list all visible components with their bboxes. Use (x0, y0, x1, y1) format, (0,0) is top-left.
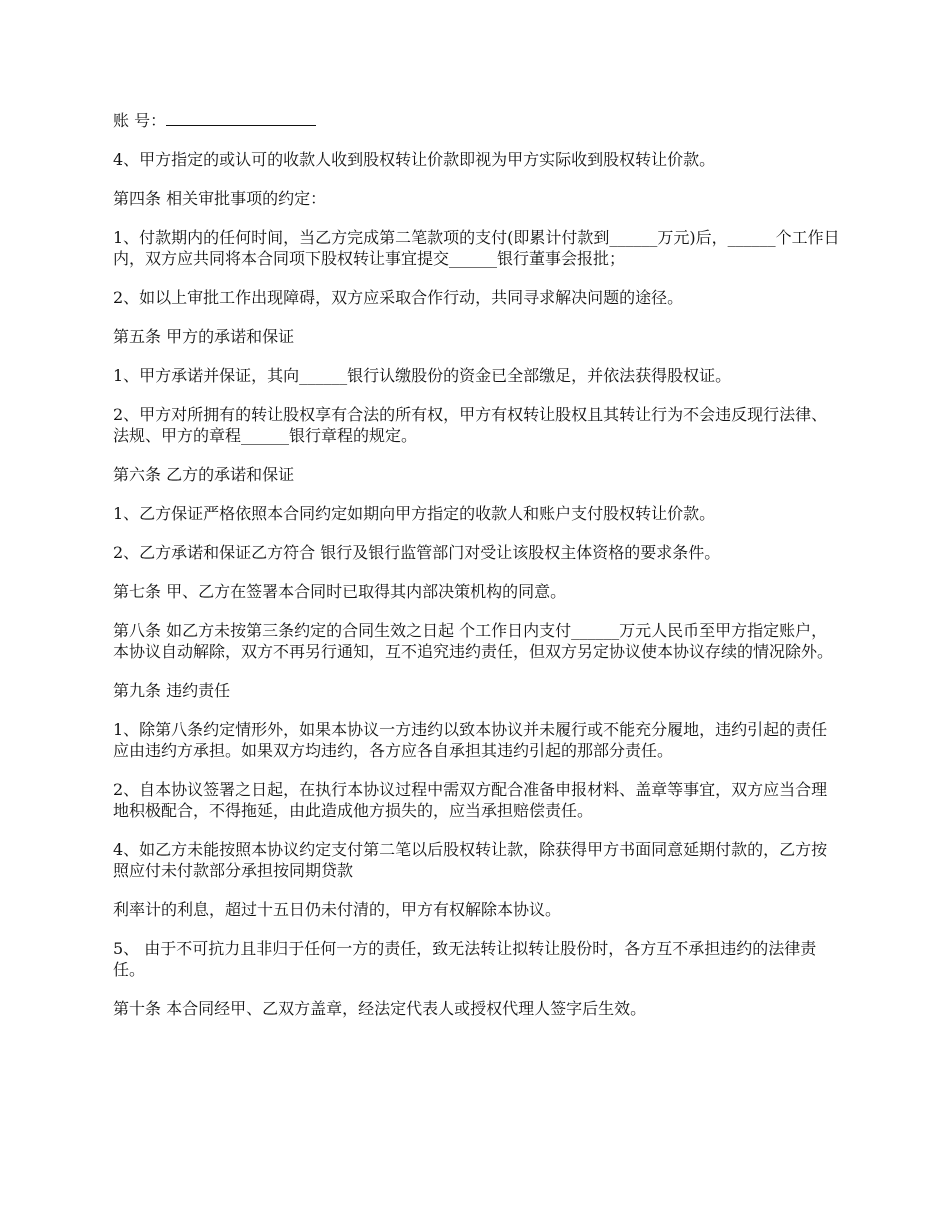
article-8: 第八条 如乙方未按第三条约定的合同生效之日起 个工作日内支付______万元人民币至甲方指定账户，本协议自动解除，双方不再另行通知，互不追究违约责任，但双方另定协议使本协议存续的情况除外。 (113, 621, 834, 661)
article-4-item-2: 2、如以上审批工作出现障碍，双方应采取合作行动，共同寻求解决问题的途径。 (113, 288, 684, 307)
article-9-item-2: 2、自本协议签署之日起，在执行本协议过程中需双方配合准备申报材料、盖章等事宜，双方应当合理地积极配合，不得拖延，由此造成他方损失的，应当承担赔偿责任。 (113, 780, 828, 820)
document-page (113, 110, 843, 1037)
article-7: 第七条 甲、乙方在签署本合同时已取得其内部决策机构的同意。 (113, 582, 567, 601)
account-line (113, 110, 843, 131)
article-9-item-1: 1、除第八条约定情形外，如果本协议一方违约以致本协议并未履行或不能充分履地，违约引起的责任应由违约方承担。如果双方均违约，各方应各自承担其违约引起的那部分责任。 (113, 720, 828, 760)
article-5-item-1: 1、甲方承诺并保证，其向______银行认缴股份的资金已全部缴足，并依法获得股权证。 (113, 366, 732, 385)
article-9-item-4: 4、如乙方未能按照本协议约定支付第二笔以后股权转让款，除获得甲方书面同意延期付款的，乙方按照应付未付款部分承担按同期贷款 (113, 840, 828, 880)
article-5-item-2: 2、甲方对所拥有的转让股权享有合法的所有权，甲方有权转让股权且其转让行为不会违反现行法律、法规、甲方的章程______银行章程的规定。 (113, 405, 828, 445)
article-9-item-4-continued: 利率计的利息，超过十五日仍未付清的，甲方有权解除本协议。 (113, 900, 562, 919)
account-blank (166, 110, 316, 126)
article-4-item-1: 1、付款期内的任何时间，当乙方完成第二笔款项的支付(即累计付款到______万元)后，______个工作日内，双方应共同将本合同项下股权转让事宜提交______银行董事会报批； (113, 228, 840, 268)
article-6-item-1: 1、乙方保证严格依照本合同约定如期向甲方指定的收款人和账户支付股权转让价款。 (113, 504, 716, 523)
clause-3-item-4: 4、甲方指定的或认可的收款人收到股权转让价款即视为甲方实际收到股权转让价款。 (113, 150, 716, 169)
article-5-heading: 第五条 甲方的承诺和保证 (113, 327, 295, 346)
article-9-item-5: 5、 由于不可抗力且非归于任何一方的责任，致无法转让拟转让股份时，各方互不承担违约的法律责任。 (113, 939, 817, 979)
article-10: 第十条 本合同经甲、乙双方盖章，经法定代表人或授权代理人签字后生效。 (113, 999, 647, 1018)
article-6-item-2: 2、乙方承诺和保证乙方符合 银行及银行监管部门对受让该股权主体资格的要求条件。 (113, 543, 721, 562)
article-4-heading: 第四条 相关审批事项的约定： (113, 189, 327, 208)
article-6-heading: 第六条 乙方的承诺和保证 (113, 465, 295, 484)
account-label: 账 号： (113, 111, 167, 130)
article-9-heading: 第九条 违约责任 (113, 681, 231, 700)
